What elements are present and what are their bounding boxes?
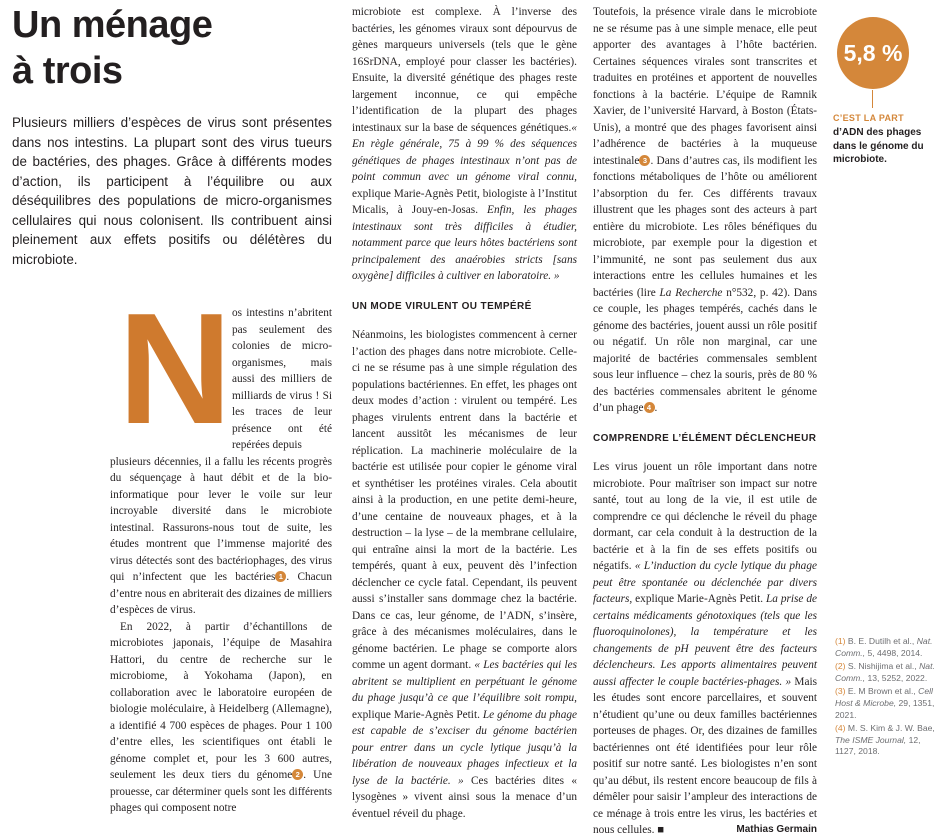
reference-journal: The ISME Journal, [835, 734, 907, 745]
quote-text: « Les bactéries qui les abritent se multiplient en perpétuant le génome du phage jusqu’à ce que l’équilibre soit rompu, [352, 659, 577, 704]
quote-text: « L’induction du cycle lytique du phage peut être spontanée ou déclenchée par divers facteurs, [593, 560, 817, 605]
paragraph-text: Les virus jouent un rôle important dans notre microbiote. Pour maîtriser son impact sur notre santé, tout au long de la vie, il est utile de comprendre ce qui déclenche le réveil du phage dormant, car cela conduit à la destruction de la bactérie et à la fin de ses effets positifs ou négatifs. [593, 461, 817, 572]
stat-badge: 5,8 % [837, 17, 909, 89]
paragraph [593, 4, 817, 417]
paragraph [352, 327, 577, 822]
article-lead: Plusieurs milliers d’espèces de virus sont présentes dans nos intestins. La plupart sont des virus tueurs de bactéries, des phages. Grâce à différents modes d’action, ils participent à l’équilibre ou aux déséquilibres des populations de micro-organismes cellulaires qui nous colonisent. Ils contribuent ainsi pleinement aux effets positifs ou délétères du microbiote. [12, 115, 332, 267]
reference-item [835, 636, 940, 659]
paragraph [112, 281, 332, 457]
paragraph-text: . Une prouesse, car déterminer quels sont les différents phages qui composent notre [110, 769, 332, 814]
section-heading: UN MODE VIRULENT OU TEMPÉRÉ [352, 300, 532, 312]
paragraph-text: . [654, 402, 658, 414]
reference-journal: Nat. Comm., [835, 636, 933, 658]
reference-number: (2) [835, 661, 846, 672]
title-line-2: à trois [12, 50, 123, 92]
attribution-text: explique Marie-Agnès Petit, biologiste à l’Institut Micalis, à Jouy-en-Josas. [352, 187, 577, 216]
reference-number: (3) [835, 686, 846, 697]
callout-text: d’ADN des phages dans le génome du microbiote. [833, 127, 924, 165]
column-3 [593, 4, 817, 839]
reference-journal: Nat. Comm., [835, 661, 935, 683]
paragraph [110, 619, 332, 817]
author-signature: Mathias Germain [736, 824, 817, 835]
attribution-text: explique Marie-Agnès Petit. [352, 708, 480, 721]
reference-details: 13, 5252, 2022. [867, 672, 928, 683]
article-title [12, 2, 212, 94]
paragraph-text: microbiote est complexe. À l’inverse des bactéries, les génomes viraux sont dépourvus de gènes marqueurs universels (tels que le gène 16SrDNA, employé pour classer les bactéries). Ensuite, la diversité génétique des phages reste largement inconnue, ce qui empêche l’identification de la plupart des phages intestinaux sur la base de séquences génétiques. [352, 6, 577, 134]
drop-cap: N [118, 281, 233, 457]
callout-connector [872, 90, 873, 108]
reference-marker: 3 [639, 155, 650, 166]
reference-item [835, 723, 940, 758]
paragraph-text: os intestins n’abritent pas seulement des colonies de micro-organismes, mais aussi des milliers de milliards de virus ! Si les traces de leur présence ont été repérées depuis [232, 307, 332, 451]
paragraph-text: Mais les études sont encore parcellaires, et souvent n’étudient qu’une ou deux familles bactériennes porteuses de phages. Or, des dizaines de familles bactériennes ont été identifiées pour leur rôle positif sur notre santé. Les biologistes n’en sont qu’au début, ils restent encore beaucoup de fils à démêler pour saisir l’ampleur des interactions de ce ménage à trois entre les virus, les bactéries et nous cellules. ■ [593, 675, 817, 836]
quote-text: Enfin, les phages intestinaux sont très difficiles à étudier, notamment parce que leurs hôtes bactériens sont principalement des anaérobies stricts [sans oxygène] difficiles à cultiver en laboratoire. » [352, 204, 577, 282]
paragraph [352, 4, 577, 285]
reference-marker: 1 [275, 571, 286, 582]
reference-marker: 4 [644, 402, 655, 413]
quote-text: La prise de certains médicaments génotoxiques (tels que les fluoroquinolones), la température et les changements de pH peuvent être des facteurs déclencheurs. Les apports alimentaires peuvent aussi affecter le couple bactéries-phages. » [593, 593, 817, 688]
reference-authors: S. Nishijima et al., [847, 661, 917, 672]
paragraph-text: n°532, p. 42). Dans ce couple, les phages tempérés, cachés dans le génome des bactéries, jouent aussi un rôle positif ou négatif. Un rôle non marginal, car une majorité de bactéries commensales semblent sous leur influence – chez la souris, près de 80 % des bactéries commensales abritent le génome d’un phage [593, 286, 818, 414]
quote-text: « En règle générale, 75 à 99 % des séquences génétiques de phages intestinaux n’ont pas de point commun avec un génome viral connu, [352, 121, 577, 183]
callout-heading: C’EST LA PART [833, 113, 904, 123]
reference-details: 12, 1127, 2018. [835, 734, 921, 757]
paragraph-text: plusieurs décennies, il a fallu les récents progrès du séquençage à haut débit et de la bio-informatique pour lever le voile sur leur incroyable diversité dans le microbiote intestinal. Rassurons-nous tout de suite, les études montrent que l’immense majorité des virus détectés sont des bactériophages, des virus qui n’infectent que les bactéries [110, 455, 332, 583]
reference-details: 29, 1351, 2021. [835, 697, 935, 720]
reference-details: 5, 4498, 2014. [867, 647, 923, 658]
reference-item [835, 661, 940, 684]
paragraph [110, 454, 332, 619]
paragraph-text: Toutefois, la présence virale dans le microbiote ne se résume pas à une simple menace, elle peut apporter des avantages à l’hôte bactérien. Certaines séquences virales sont transcrites et traduites en protéines et apportent de nouvelles fonctions à la bactérie. L’équipe de Ramnik Xavier, de l’université Harvard, à Boston (États-Unis), a montré que des phages favorisent ainsi l’adhérence de bactéries à la muqueuse intestinale [593, 6, 817, 167]
reference-authors: B. E. Dutilh et al., [847, 636, 915, 646]
paragraph [593, 459, 817, 839]
magazine-name: La Recherche [655, 286, 723, 299]
paragraph-text: . Dans d’autres cas, ils modifient les fonctions métaboliques de l’hôte ou améliorent l’absorption du fer. Ces différents travaux illustrent que les phages sont des acteurs à part entière du microbiote. Les rôles bénéfiques du microbiote, par exemple pour la digestion et l’immunité, ne sont pas seulement dus aux interactions entre les cellules humaines et les bactéries (lire [593, 154, 817, 299]
column-2 [352, 4, 577, 822]
reference-marker: 2 [292, 769, 303, 780]
reference-authors: E. M Brown et al., [847, 686, 916, 697]
reference-authors: M. S. Kim & J. W. Bae, [847, 723, 935, 734]
references-list [835, 636, 940, 760]
reference-item [835, 686, 940, 721]
paragraph-text: . Chacun d’entre nous en abriterait des dizaines de milliers d’espèces de virus. [110, 571, 332, 616]
reference-journal: Cell Host & Microbe, [835, 686, 933, 708]
title-line-1: Un ménage [12, 4, 213, 46]
attribution-text: explique Marie-Agnès Petit. [632, 593, 764, 605]
paragraph-text: Ces bactéries dites « lysogènes » vivent ainsi sous la menace d’un éventuel réveil du phage. [352, 774, 577, 820]
quote-text: Le génome du phage est capable de s’exciser du génome bactérien pour entrer dans un cycle lytique jusqu’à la libération de nouveaux phages infectieux et la lyse de la bactérie. » [352, 708, 578, 787]
paragraph-text: En 2022, à partir d’échantillons de microbiotes japonais, l’équipe de Masahira Hattori, du centre de recherche sur le microbiome, à Yokohama (Japon), en collaboration avec le laboratoire européen de biologie moléculaire, à Heidelberg (Allemagne), a identifié 4 700 espèces de phages. Pour 1 100 d’entre elles, les scientifiques ont établi le génome complet et, pour les 3 600 autres, seulement les deux tiers du génome [110, 620, 332, 781]
column-1 [110, 281, 332, 817]
paragraph-text: Néanmoins, les biologistes commencent à cerner l’action des phages dans notre microbiote. Celle-ci ne se résume pas à une simple régulation des populations bactériennes. En effet, les phages ont deux modes d’action : virulent ou tempéré. Les phages virulents entrent dans la bactérie et lancent aussitôt les mécanismes de leur réplication. La machinerie moléculaire de la bactérie est utilisée pour copier le génome viral et synthétiser les protéines virales. Cela aboutit ainsi à la production, en une petite demi-heure, d’une centaine de nouveaux phages, et à la destruction – la lyse – de la membrane cellulaire, qui entraîne ainsi la mort de la bactérie. Les tempérés, quant à eux, peuvent dès l’infection déclencher ce cycle fatal. Cependant, ils peuvent aussi s’installer sans dommage chez la bactérie. Dans ce cas, leur génome, de l’ADN, s’insère, grâce à des mécanismes moléculaires, dans le génome bactérien. Le phage se comporte alors comme un agent dormant. [352, 329, 577, 671]
reference-number: (1) [835, 636, 846, 646]
reference-number: (4) [835, 723, 846, 734]
section-heading: COMPRENDRE L’ÉLÉMENT DÉCLENCHEUR [593, 432, 817, 444]
